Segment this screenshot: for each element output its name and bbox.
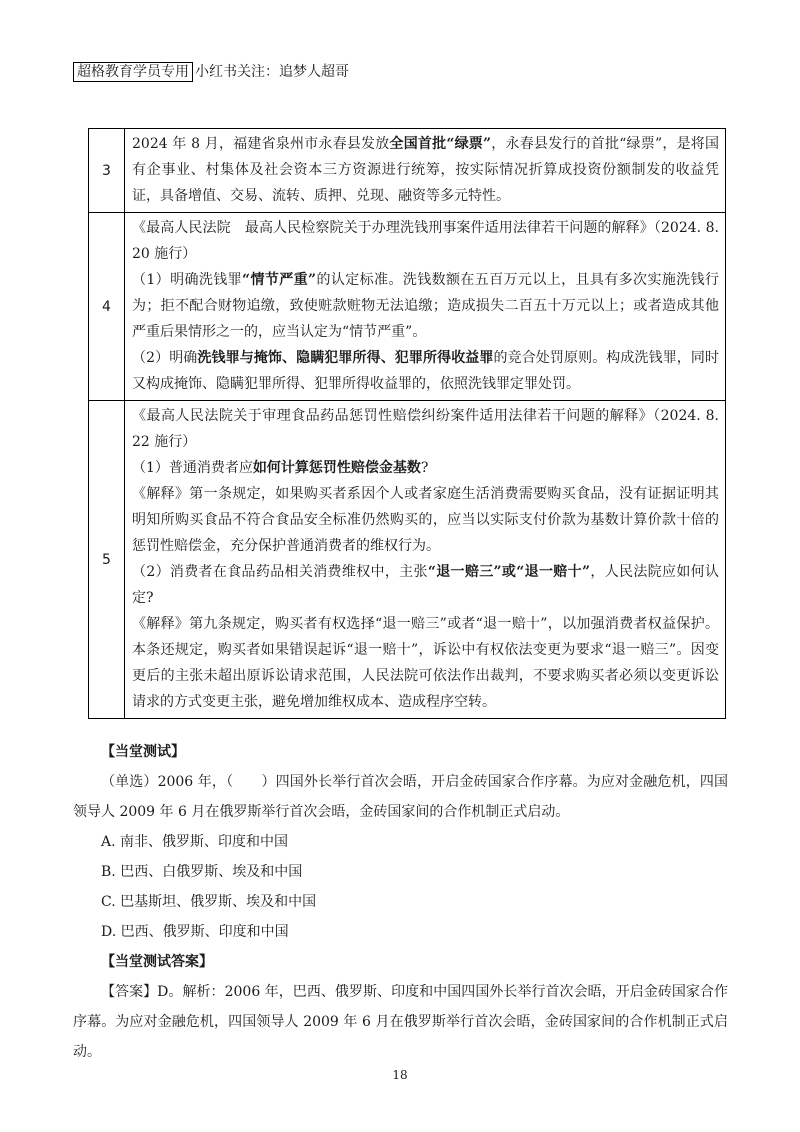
paragraph: （1）明确洗钱罪“情节严重”的认定标准。洗钱数额在五百万元以上，且具有多次实施洗钱行为；拒不配合财物追缴，致使赃款赃物无法追缴；造成损失二百五十万元以上；或者造成其他严重后果情形之一的，应当认定为“情节严重”。 [132, 272, 719, 340]
paragraph: 2024 年 8 月，福建省泉州市永春县发放全国首批“绿票”，永春县发行的首批“绿票”，是将国有企事业、村集体及社会资本三方资源进行统筹，按实际情况折算成投资份额制发的收益凭证，具备增值、交易、流转、质押、兑现、融资等多元特性。 [132, 136, 719, 204]
quiz-option-c: C. 巴基斯坦、俄罗斯、埃及和中国 [101, 894, 317, 910]
header-follow-text: 小红书关注：追梦人超哥 [195, 64, 349, 80]
answer-heading: 【当堂测试答案】 [101, 954, 213, 970]
table-row [89, 129, 726, 213]
quiz-option-a: A. 南非、俄罗斯、印度和中国 [101, 834, 289, 850]
row-number: 3 [89, 129, 125, 213]
quiz-option-d: D. 巴西、俄罗斯、印度和中国 [101, 924, 289, 940]
answer-text: 【答案】D。解析：2006 年，巴西、俄罗斯、印度和中国四国外长举行首次会晤，开启金砖国家合作序幕。为应对金融危机，四国领导人 2009 年 6 月在俄罗斯举行首次会晤，金砖国家间的合作机制正式启动。 [73, 984, 729, 1060]
page-number: 18 [392, 1068, 408, 1082]
table-row [89, 401, 726, 719]
quiz-option-b: B. 巴西、白俄罗斯、埃及和中国 [101, 864, 303, 880]
quiz-question: （单选）2006 年，（ ）四国外长举行首次会晤，开启金砖国家合作序幕。为应对金融危机，四国领导人 2009 年 6 月在俄罗斯举行首次会晤，金砖国家间的合作机制正式启动。 [73, 774, 728, 820]
row-content [125, 401, 726, 719]
question: （1）普通消费者应如何计算惩罚性赔偿金基数? [132, 460, 429, 476]
row-number: 5 [89, 401, 125, 719]
quiz-heading: 【当堂测试】 [101, 744, 185, 760]
paragraph: （2）明确洗钱罪与掩饰、隐瞒犯罪所得、犯罪所得收益罪的竞合处罚原则。构成洗钱罪，同时又构成掩饰、隐瞒犯罪所得、犯罪所得收益罪的，依照洗钱罪定罪处罚。 [132, 350, 719, 392]
answer-label: 【答案】 [101, 984, 158, 1000]
policy-table [88, 128, 726, 719]
question: （2）消费者在食品药品相关消费维权中，主张“退一赔三”或“退一赔十”，人民法院应如何认定? [132, 564, 720, 606]
row-number: 4 [89, 213, 125, 401]
header-box-label: 超格教育学员专用 [73, 62, 193, 82]
law-title: 《最高人民法院 最高人民检察院关于办理洗钱刑事案件适用法律若干问题的解释》（2024. 8. 20 施行） [132, 220, 719, 262]
table-row [89, 213, 726, 401]
row-content [125, 213, 726, 401]
page-header [73, 62, 349, 82]
row-content [125, 129, 726, 213]
quiz-section [73, 737, 728, 1067]
answer: 《解释》第一条规定，如果购买者系因个人或者家庭生活消费需要购买食品，没有证据证明其明知所购买食品不符合食品安全标准仍然购买的，应当以实际支付价款为基数计算价款十倍的惩罚性赔偿金，充分保护普通消费者的维权行为。 [132, 486, 719, 554]
answer: 《解释》第九条规定，购买者有权选择“退一赔三”或者“退一赔十”，以加强消费者权益保护。本条还规定，购买者如果错误起诉“退一赔十”，诉讼中有权依法变更为要求“退一赔三”。因变更后的主张未超出原诉讼请求范围，人民法院可依法作出裁判，不要求购买者必须以变更诉讼请求的方式变更主张，避免增加维权成本、造成程序空转。 [132, 616, 719, 710]
law-title: 《最高人民法院关于审理食品药品惩罚性赔偿纠纷案件适用法律若干问题的解释》（2024. 8. 22 施行） [132, 408, 719, 450]
